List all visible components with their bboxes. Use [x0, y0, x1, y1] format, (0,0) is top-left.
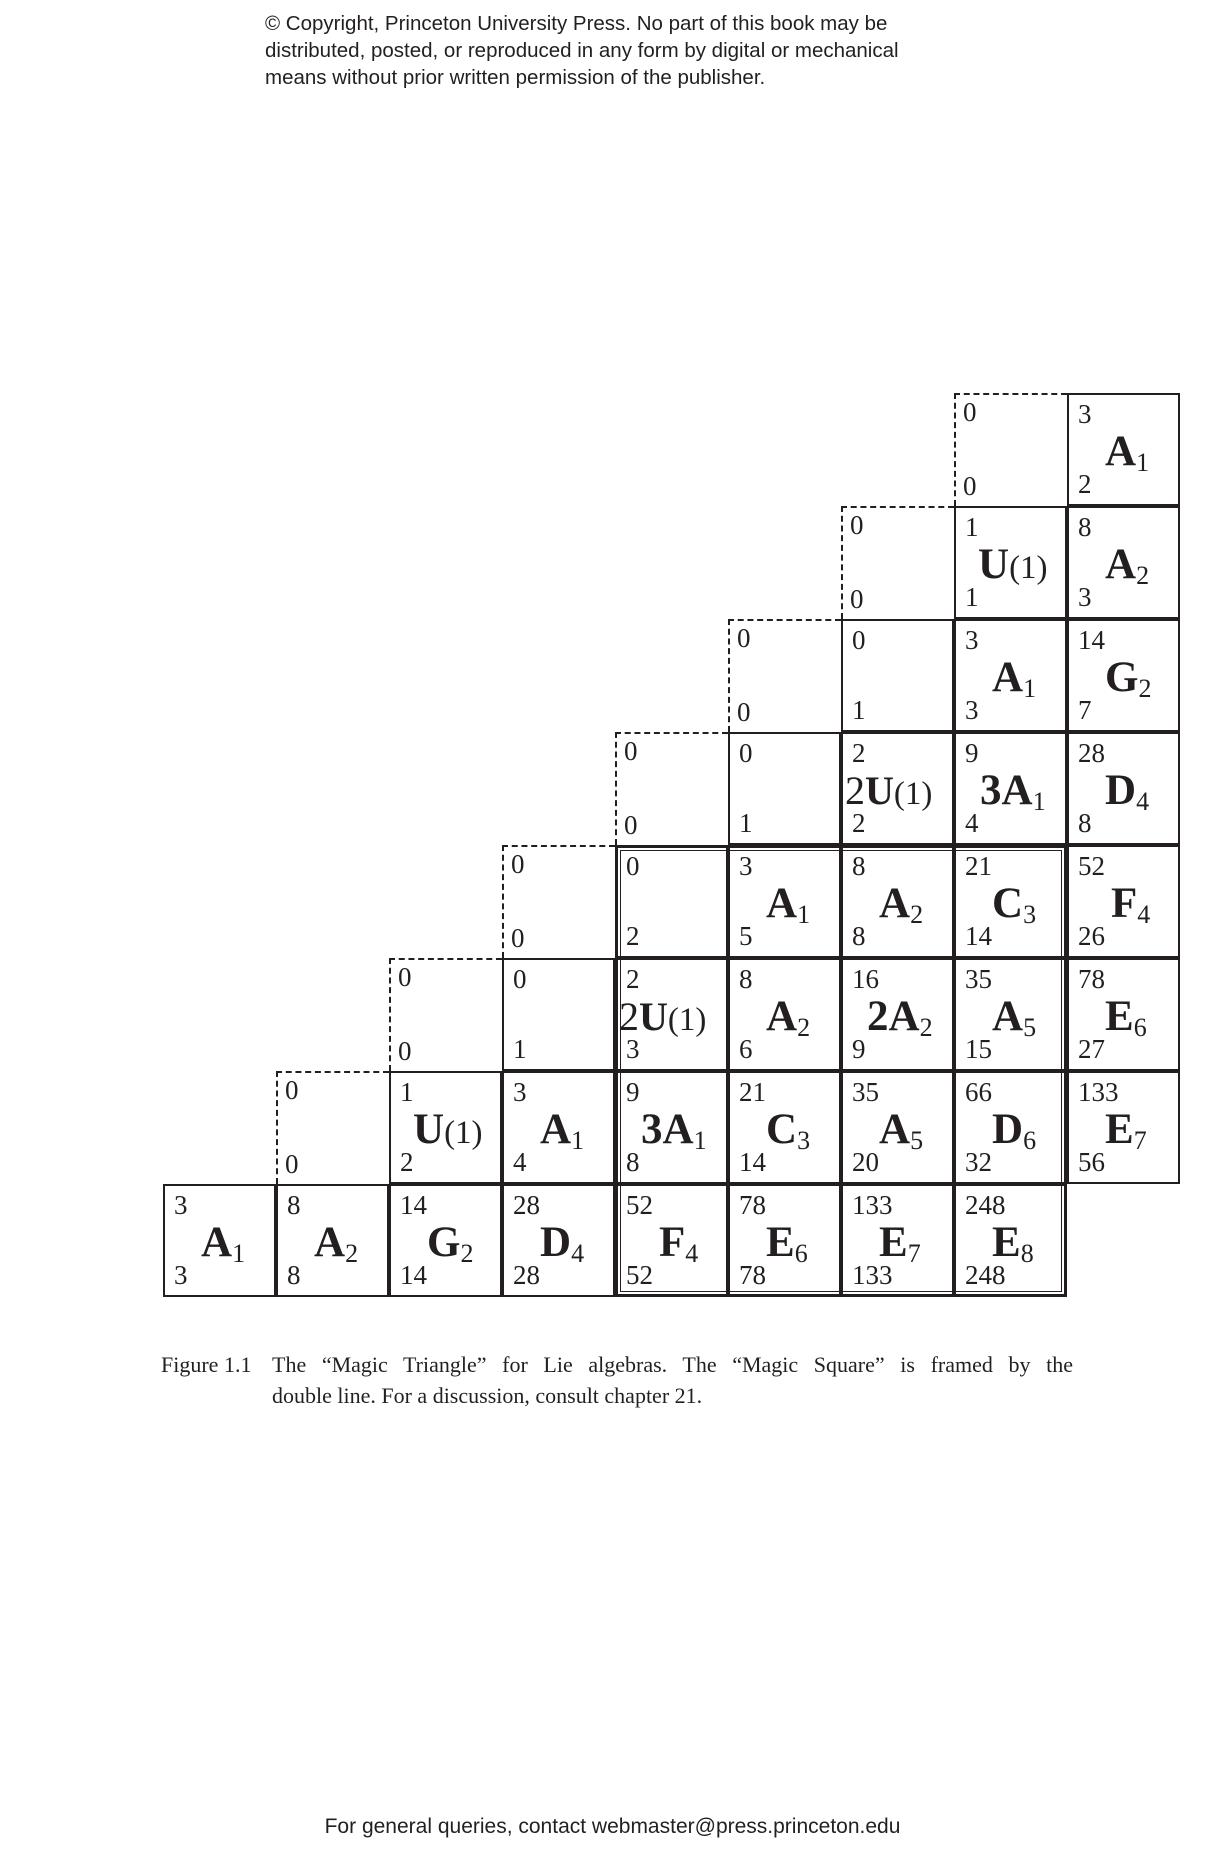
diagonal-cell [841, 506, 954, 619]
algebra-letter: D [540, 1219, 572, 1266]
algebra-subscript: 3 [1023, 900, 1037, 929]
algebra-parameter: (1) [893, 776, 933, 812]
top-number: 133 [852, 1190, 893, 1220]
algebra-cell [163, 1184, 276, 1297]
bottom-number: 28 [513, 1260, 540, 1290]
algebra-letter: U [639, 994, 668, 1039]
algebra-symbol [978, 543, 1048, 590]
algebra-letter: C [992, 880, 1024, 927]
dashed-left-edge [954, 393, 956, 506]
algebra-subscript: 2 [1136, 561, 1150, 590]
bottom-number: 0 [285, 1149, 299, 1179]
algebra-letter: A [1105, 428, 1137, 475]
algebra-letter: E [992, 1219, 1021, 1266]
algebra-subscript: 1 [232, 1239, 246, 1268]
algebra-cell [502, 958, 615, 1071]
algebra-letter: U [865, 768, 894, 813]
algebra-cell [389, 1071, 502, 1184]
bottom-number: 26 [1078, 921, 1105, 951]
algebra-letter: E [879, 1219, 908, 1266]
dashed-left-edge [389, 958, 391, 1071]
algebra-symbol [540, 1221, 584, 1269]
algebra-subscript: 4 [571, 1239, 585, 1268]
algebra-subscript: 2 [460, 1239, 474, 1268]
dashed-top-edge [841, 506, 954, 508]
algebra-subscript: 5 [910, 1126, 924, 1155]
algebra-subscript: 1 [1136, 448, 1150, 477]
algebra-subscript: 1 [693, 1126, 707, 1155]
top-number: 66 [965, 1077, 992, 1107]
algebra-symbol [980, 769, 1046, 817]
bottom-number: 0 [511, 923, 525, 953]
top-number: 0 [285, 1075, 299, 1105]
dashed-top-edge [389, 958, 502, 960]
top-number: 52 [1078, 851, 1105, 881]
algebra-subscript: 3 [797, 1126, 811, 1155]
top-number: 1 [400, 1077, 414, 1107]
algebra-subscript: 1 [1023, 674, 1037, 703]
top-number: 16 [852, 964, 879, 994]
bottom-number: 0 [850, 584, 864, 614]
bottom-number: 133 [852, 1260, 893, 1290]
top-number: 133 [1078, 1077, 1119, 1107]
magic-square-frame [617, 847, 1065, 1295]
bottom-number: 0 [963, 471, 977, 501]
algebra-letter: D [992, 1106, 1024, 1153]
algebra-subscript: 6 [1133, 1013, 1147, 1042]
top-number: 14 [400, 1190, 427, 1220]
algebra-parameter: (1) [1009, 550, 1048, 586]
diagonal-cell [276, 1071, 389, 1184]
algebra-cell [728, 732, 841, 845]
algebra-cell [841, 619, 954, 732]
top-number: 9 [965, 738, 979, 768]
caption-label: Figure 1.1 [161, 1352, 252, 1377]
bottom-number: 8 [626, 1147, 640, 1177]
top-number: 8 [739, 964, 753, 994]
algebra-cell [1067, 1071, 1180, 1184]
bottom-number: 0 [624, 810, 638, 840]
algebra-symbol [1105, 656, 1151, 704]
bottom-number: 8 [287, 1260, 301, 1290]
dashed-top-edge [615, 732, 728, 734]
footer-contact: For general queries, contact webmaster@press.princeton.edu [324, 1815, 901, 1838]
top-number: 21 [965, 851, 992, 881]
bottom-number: 2 [852, 808, 866, 838]
top-number: 8 [287, 1190, 301, 1220]
algebra-cell [954, 732, 1067, 845]
algebra-subscript: 2 [345, 1239, 359, 1268]
bottom-number: 5 [739, 921, 753, 951]
algebra-letter: A [766, 993, 798, 1040]
algebra-coefficient: 3 [641, 1106, 663, 1153]
algebra-subscript: 6 [1023, 1126, 1037, 1155]
algebra-subscript: 4 [1137, 900, 1151, 929]
dashed-top-edge [954, 393, 1067, 395]
algebra-letter: E [1105, 993, 1134, 1040]
bottom-number: 4 [513, 1147, 527, 1177]
bottom-number: 0 [398, 1036, 412, 1066]
bottom-number: 4 [965, 808, 979, 838]
bottom-number: 32 [965, 1147, 992, 1177]
caption-line-1: The “Magic Triangle” for Lie algebras. The “Magic Square” is framed by the [272, 1352, 1073, 1377]
copyright-line-2: distributed, posted, or reproduced in any form by digital or mechanical [265, 39, 899, 62]
algebra-coefficient: 2 [619, 994, 639, 1039]
algebra-symbol [845, 769, 932, 816]
algebra-letter: G [1105, 654, 1139, 701]
algebra-letter: E [1105, 1106, 1134, 1153]
algebra-parameter: (1) [444, 1115, 483, 1151]
algebra-letter: A [766, 880, 798, 927]
top-number: 35 [852, 1077, 879, 1107]
algebra-cell [276, 1184, 389, 1297]
bottom-number: 0 [737, 697, 751, 727]
algebra-symbol [1105, 430, 1149, 478]
dashed-left-edge [502, 845, 504, 958]
top-number: 78 [1078, 964, 1105, 994]
algebra-letter: A [201, 1219, 233, 1266]
bottom-number: 1 [965, 582, 979, 612]
diagonal-cell [954, 393, 1067, 506]
top-number: 248 [965, 1190, 1006, 1220]
top-number: 3 [739, 851, 753, 881]
algebra-cell [1067, 845, 1180, 958]
algebra-subscript: 2 [910, 900, 924, 929]
top-number: 28 [1078, 738, 1105, 768]
algebra-subscript: 4 [1136, 787, 1150, 816]
dashed-top-edge [276, 1071, 389, 1073]
bottom-number: 7 [1078, 695, 1092, 725]
algebra-cell [1067, 732, 1180, 845]
top-number: 2 [626, 964, 640, 994]
copyright-line-3: means without prior written permission of the publisher. [265, 66, 766, 89]
diagonal-cell [615, 732, 728, 845]
top-number: 0 [852, 625, 866, 655]
bottom-number: 20 [852, 1147, 879, 1177]
algebra-letter: F [659, 1219, 686, 1266]
algebra-letter: A [888, 993, 920, 1040]
top-number: 0 [513, 964, 527, 994]
algebra-coefficient: 3 [980, 767, 1002, 814]
algebra-coefficient: 2 [867, 993, 889, 1040]
top-number: 21 [739, 1077, 766, 1107]
top-number: 14 [1078, 625, 1105, 655]
top-number: 35 [965, 964, 992, 994]
algebra-symbol [1105, 1108, 1147, 1156]
algebra-subscript: 4 [685, 1239, 699, 1268]
algebra-symbol [540, 1108, 584, 1156]
algebra-subscript: 7 [907, 1239, 921, 1268]
algebra-letter: E [766, 1219, 795, 1266]
bottom-number: 3 [965, 695, 979, 725]
top-number: 8 [1078, 512, 1092, 542]
algebra-cell [954, 619, 1067, 732]
algebra-cell [389, 1184, 502, 1297]
algebra-symbol [1105, 543, 1149, 591]
top-number: 9 [626, 1077, 640, 1107]
algebra-letter: A [879, 880, 911, 927]
algebra-cell [841, 732, 954, 845]
algebra-cell [1067, 393, 1180, 506]
bottom-number: 78 [739, 1260, 766, 1290]
bottom-number: 3 [174, 1260, 188, 1290]
algebra-letter: A [879, 1106, 911, 1153]
algebra-letter: A [1001, 767, 1033, 814]
algebra-symbol [314, 1221, 358, 1269]
top-number: 0 [624, 736, 638, 766]
top-number: 0 [739, 738, 753, 768]
diagonal-cell [728, 619, 841, 732]
bottom-number: 9 [852, 1034, 866, 1064]
algebra-letter: U [978, 541, 1010, 588]
algebra-letter: A [992, 654, 1024, 701]
dashed-top-edge [728, 619, 841, 621]
top-number: 2 [852, 738, 866, 768]
top-number: 0 [398, 962, 412, 992]
algebra-symbol [427, 1221, 473, 1269]
algebra-subscript: 8 [1020, 1239, 1034, 1268]
algebra-symbol [1105, 769, 1149, 817]
top-number: 28 [513, 1190, 540, 1220]
algebra-subscript: 2 [1138, 674, 1152, 703]
bottom-number: 1 [739, 808, 753, 838]
top-number: 0 [737, 623, 751, 653]
algebra-symbol [1105, 995, 1147, 1043]
caption-line-2: double line. For a discussion, consult chapter 21. [272, 1383, 703, 1408]
bottom-number: 8 [1078, 808, 1092, 838]
bottom-number: 56 [1078, 1147, 1105, 1177]
top-number: 8 [852, 851, 866, 881]
top-number: 0 [511, 849, 525, 879]
algebra-letter: G [427, 1219, 461, 1266]
top-number: 0 [626, 851, 640, 881]
copyright-line-1: © Copyright, Princeton University Press. No part of this book may be [265, 12, 888, 35]
algebra-parameter: (1) [667, 1002, 707, 1038]
algebra-subscript: 1 [797, 900, 811, 929]
bottom-number: 3 [626, 1034, 640, 1064]
bottom-number: 248 [965, 1260, 1006, 1290]
algebra-cell [1067, 619, 1180, 732]
algebra-subscript: 2 [919, 1013, 933, 1042]
bottom-number: 6 [739, 1034, 753, 1064]
dashed-left-edge [615, 732, 617, 845]
bottom-number: 2 [626, 921, 640, 951]
top-number: 0 [963, 397, 977, 427]
dashed-left-edge [276, 1071, 278, 1184]
bottom-number: 52 [626, 1260, 653, 1290]
algebra-subscript: 1 [1032, 787, 1046, 816]
bottom-number: 14 [739, 1147, 766, 1177]
bottom-number: 2 [1078, 469, 1092, 499]
bottom-number: 3 [1078, 582, 1092, 612]
diagonal-cell [389, 958, 502, 1071]
top-number: 3 [965, 625, 979, 655]
top-number: 3 [1078, 399, 1092, 429]
algebra-letter: C [766, 1106, 798, 1153]
top-number: 1 [965, 512, 979, 542]
algebra-letter: A [662, 1106, 694, 1153]
algebra-cell [1067, 958, 1180, 1071]
algebra-cell [502, 1184, 615, 1297]
algebra-symbol [992, 656, 1036, 704]
bottom-number: 1 [852, 695, 866, 725]
algebra-symbol [413, 1108, 483, 1155]
top-number: 3 [513, 1077, 527, 1107]
dashed-left-edge [841, 506, 843, 619]
algebra-letter: U [413, 1106, 445, 1153]
bottom-number: 1 [513, 1034, 527, 1064]
algebra-subscript: 7 [1133, 1126, 1147, 1155]
bottom-number: 8 [852, 921, 866, 951]
bottom-number: 27 [1078, 1034, 1105, 1064]
bottom-number: 15 [965, 1034, 992, 1064]
algebra-letter: A [314, 1219, 346, 1266]
algebra-letter: A [992, 993, 1024, 1040]
algebra-cell [502, 1071, 615, 1184]
algebra-subscript: 2 [797, 1013, 811, 1042]
top-number: 0 [850, 510, 864, 540]
algebra-symbol [1111, 882, 1150, 930]
algebra-cell [954, 506, 1067, 619]
algebra-subscript: 1 [571, 1126, 585, 1155]
top-number: 78 [739, 1190, 766, 1220]
dashed-top-edge [502, 845, 615, 847]
algebra-subscript: 6 [794, 1239, 808, 1268]
bottom-number: 14 [400, 1260, 427, 1290]
algebra-letter: F [1111, 880, 1138, 927]
bottom-number: 14 [965, 921, 992, 951]
algebra-symbol [201, 1221, 245, 1269]
top-number: 52 [626, 1190, 653, 1220]
algebra-cell [1067, 506, 1180, 619]
top-number: 3 [174, 1190, 188, 1220]
algebra-coefficient: 2 [845, 768, 865, 813]
algebra-letter: D [1105, 767, 1137, 814]
dashed-left-edge [728, 619, 730, 732]
bottom-number: 2 [400, 1147, 414, 1177]
algebra-letter: A [1105, 541, 1137, 588]
diagonal-cell [502, 845, 615, 958]
algebra-letter: A [540, 1106, 572, 1153]
algebra-subscript: 5 [1023, 1013, 1037, 1042]
